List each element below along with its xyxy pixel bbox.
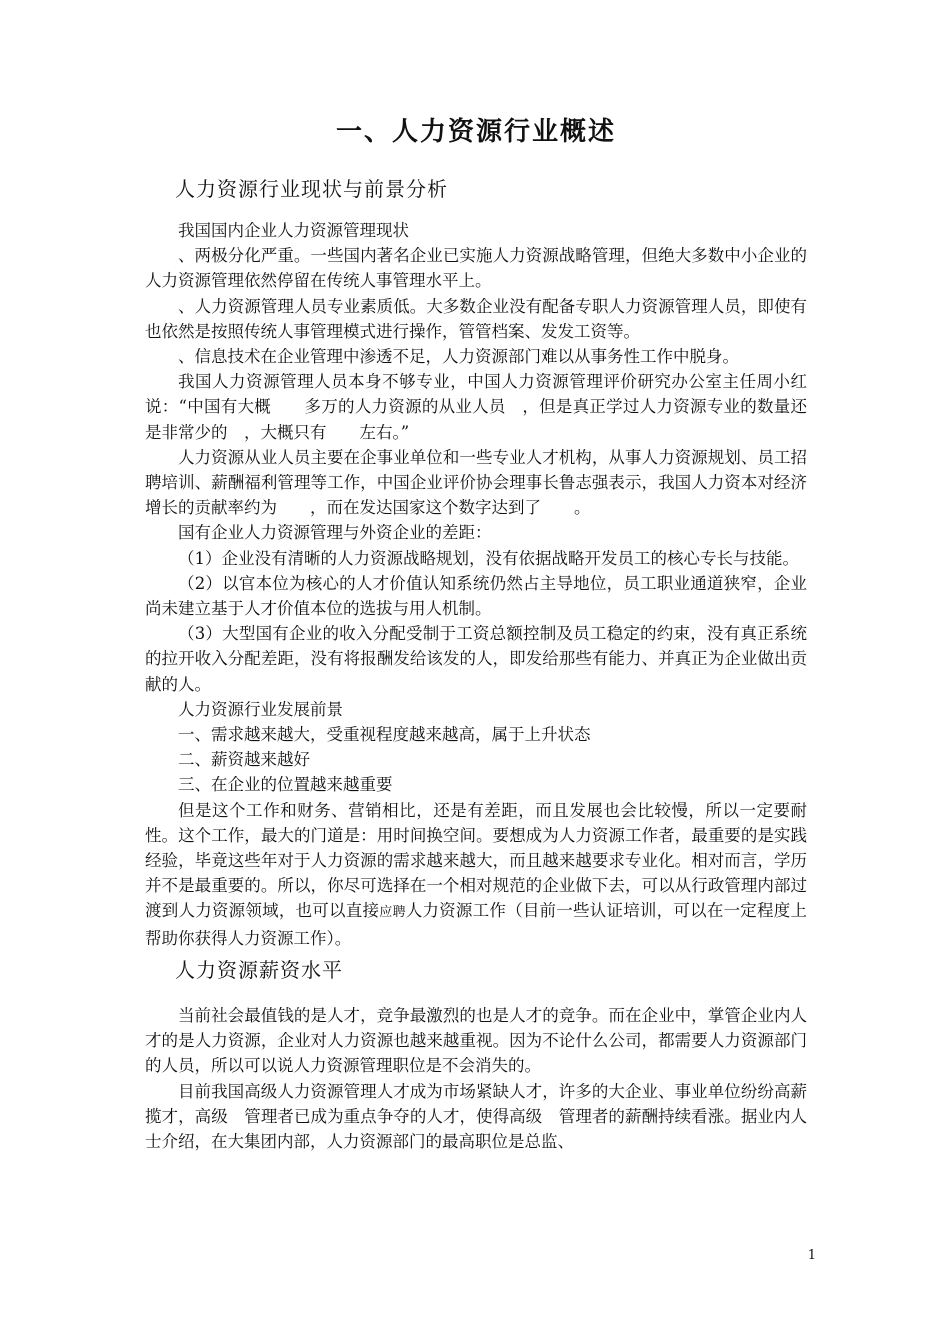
paragraph: 我国国内企业人力资源管理现状	[178, 221, 409, 240]
paragraph: 我国人力资源管理人员本身不够专业，中国人力资源管理评价研究办公室主任周小红说：“中国有大概 多万的人力资源的从业人员 ，但是真正学过人力资源专业的数量还是非常少的 ，大概只有 左右。”	[145, 372, 807, 442]
section-heading-salary: 人力资源薪资水平	[175, 957, 343, 982]
page-number: 1	[807, 1248, 816, 1263]
paragraph: 人力资源行业发展前景	[178, 699, 343, 719]
paragraph: 、人力资源管理人员专业素质低。大多数企业没有配备专职人力资源管理人员，即使有也依然是按照传统人事管理模式进行操作，管管档案、发发工资等。	[145, 296, 807, 341]
closing-text: 但是这个工作和财务、营销相比，还是有差距，而且发展也会比较慢，所以一定要耐性。这个工作，最大的门道是：用时间换空间。要想成为人力资源工作者，最重要的是实践经验，毕竟这些年对于人力资源的需求越来越大，而且越来越要求专业化。相对而言，学历并不是最重要的。所以，你尽可选择在一个相对规范的企业做下去，可以从行政管理内部过渡到人力资源领域，也可以直接	[145, 800, 807, 921]
paragraph: 一、需求越来越大，受重视程度越来越高，属于上升状态	[178, 725, 591, 745]
document-body	[145, 112, 807, 1154]
paragraph: 目前我国高级人力资源管理人才成为市场紧缺人才，许多的大企业、事业单位纷纷高薪揽才，高级 管理者已成为重点争夺的人才，使得高级 管理者的薪酬持续看涨。据业内人士介绍，在大集团内部，人力资源部门的最高职位是总监、	[145, 1081, 807, 1151]
paragraph: 国有企业人力资源管理与外资企业的差距：	[178, 523, 492, 543]
paragraph: 人力资源从业人员主要在企事业单位和一些专业人才机构，从事人力资源规划、员工招聘培训、薪酬福利管理等工作，中国企业评价协会理事长鲁志强表示，我国人力资本对经济增长的贡献率约为 ，而在发达国家这个数字达到了 。	[145, 447, 807, 518]
paragraph: 二、薪资越来越好	[178, 750, 310, 770]
paragraph: （2）以官本位为核心的人才价值认知系统仍然占主导地位，员工职业通道狭窄，企业尚未建立基于人才价值本位的选拔与用人机制。	[145, 573, 807, 619]
page-title: 一、人力资源行业概述	[335, 117, 616, 147]
paragraph: 三、在企业的位置越来越重要	[178, 775, 393, 795]
closing-tail-text: 人力资源工作（目前一些认证培训，可以在一定程度上帮助你获得人力资源工作）。	[145, 901, 808, 948]
paragraph-closing	[145, 798, 807, 951]
paragraph: 、两极分化严重。一些国内著名企业已实施人力资源战略管理，但绝大多数中小企业的人力资源管理依然停留在传统人事管理水平上。	[145, 246, 807, 291]
paragraph: （3）大型国有企业的收入分配受制于工资总额控制及员工稳定的约束，没有真正系统的拉开收入分配差距，没有将报酬发给该发的人，即发给那些有能力、并真正为企业做出贡献的人。	[145, 624, 807, 694]
section-heading-status: 人力资源行业现状与前景分析	[175, 177, 448, 201]
paragraph: （1）企业没有清晰的人力资源战略规划，没有依据战略开发员工的核心专长与技能。	[178, 548, 799, 568]
closing-small-text: 应聘	[379, 905, 406, 921]
paragraph: 当前社会最值钱的是人才，竞争最激烈的也是人才的竞争。而在企业中，掌管企业内人才的是人力资源，企业对人力资源也越来越重视。因为不论什么公司，都需要人力资源部门的人员，所以可以说人力资源管理职位是不会消失的。	[145, 1005, 807, 1076]
paragraph: 、信息技术在企业管理中渗透不足，人力资源部门难以从事务性工作中脱身。	[178, 347, 739, 367]
